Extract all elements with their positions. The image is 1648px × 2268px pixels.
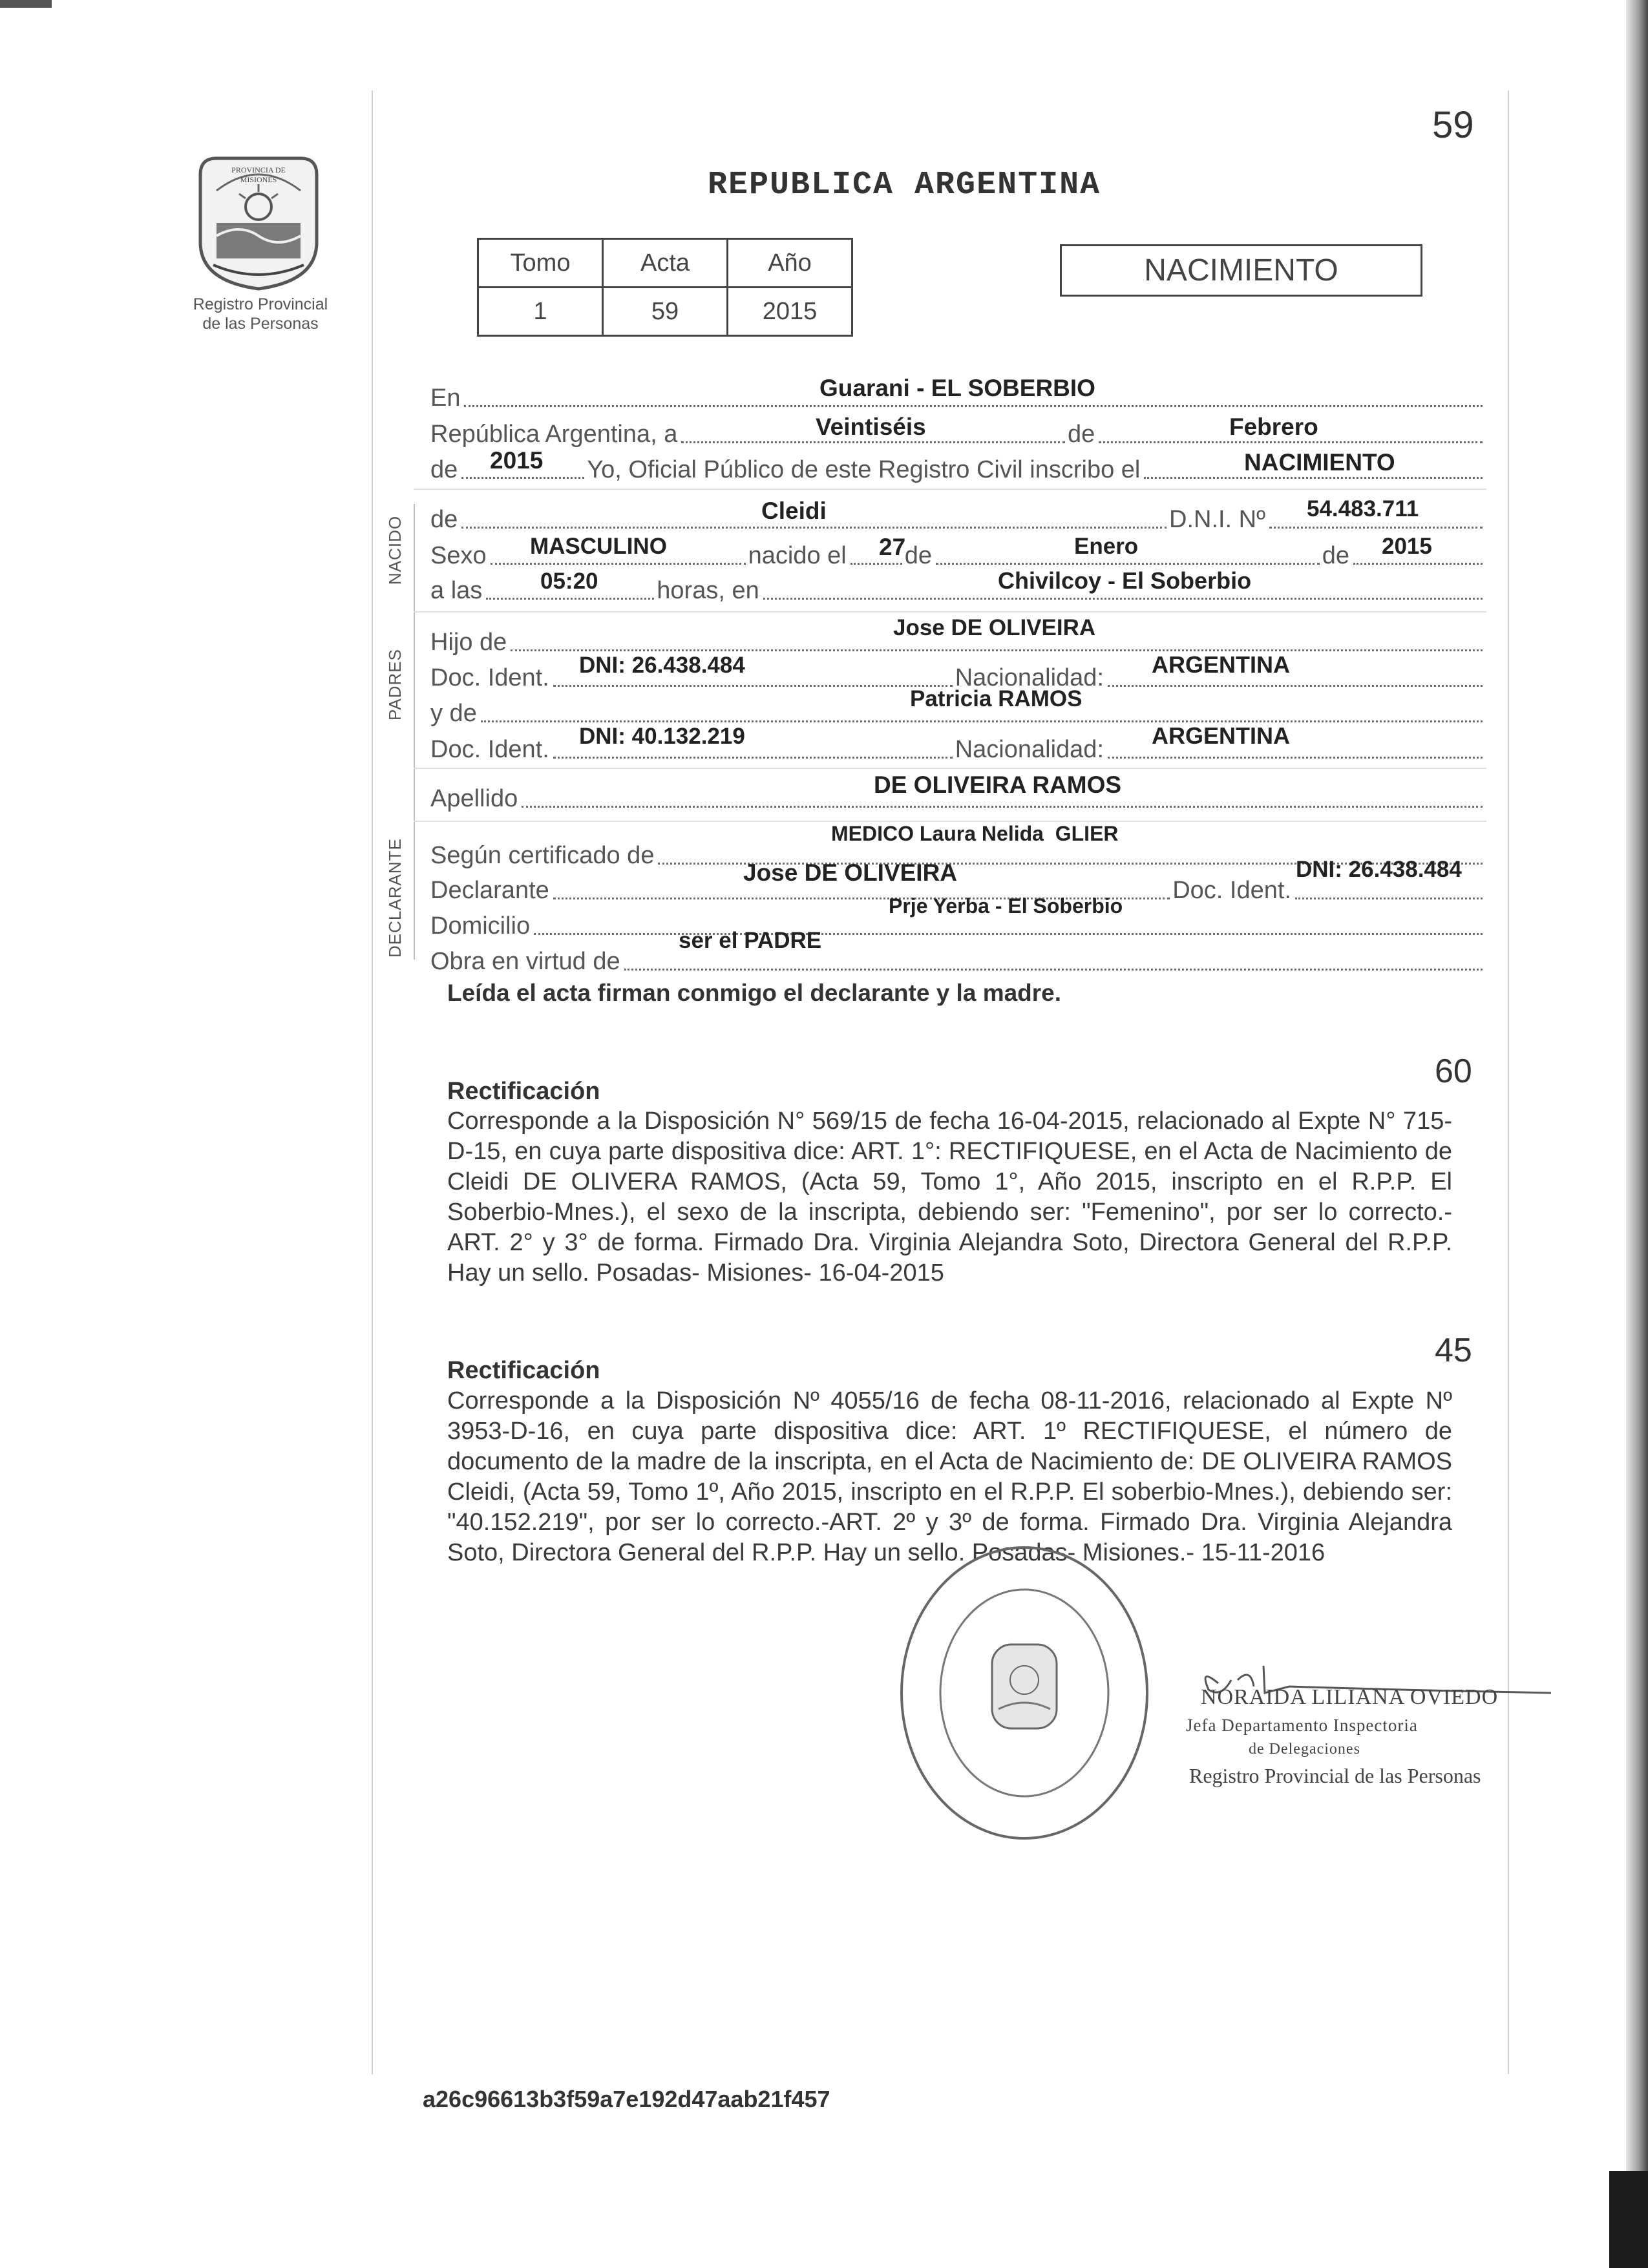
label-republica: República Argentina, a [430, 421, 678, 448]
divider-apellido-top [414, 768, 1486, 769]
signature-role: Jefa Departamento Inspectoria [1186, 1716, 1418, 1735]
label-segun: Según certificado de [430, 842, 655, 869]
divider-nacido-top [414, 488, 1486, 490]
dots [461, 527, 1167, 529]
scan-edge-bottom-right [1609, 2171, 1648, 2268]
value-padre-nac: ARGENTINA [1152, 651, 1290, 678]
acta-table [477, 238, 853, 337]
registry-caption [167, 295, 354, 333]
record-type-box: NACIMIENTO [1060, 244, 1422, 297]
value-anio-nac: 2015 [1382, 534, 1432, 559]
line-republica [430, 412, 1485, 448]
document-title: REPUBLICA ARGENTINA [708, 167, 1101, 204]
value-anio-acta: 2015 [490, 447, 544, 474]
value-declarante-doc: DNI: 26.438.484 [1296, 857, 1462, 882]
divider-padres-top [414, 611, 1486, 613]
label-apellido: Apellido [430, 785, 518, 812]
dots [486, 598, 654, 600]
label-declarante: Declarante [430, 877, 549, 904]
registry-logo-text: PROVINCIA DE MISIONES [231, 165, 286, 184]
signature-name: NORAIDA LILIANA OVIEDO [1201, 1685, 1499, 1709]
label-doc-ident: Doc. Ident. [430, 664, 549, 691]
dots [464, 405, 1483, 407]
dots [936, 563, 1320, 565]
closing-statement: Leída el acta firman conmigo el declarante y la madre. [447, 980, 1062, 1006]
dots [1269, 527, 1483, 529]
label-dni: D.N.I. Nº [1169, 506, 1265, 533]
acta-header-anio: Año [728, 239, 852, 288]
rectificacion-1-number: 60 [1435, 1053, 1472, 1090]
side-label-declarante: DECLARANTE [385, 838, 405, 958]
value-sexo: MASCULINO [530, 534, 667, 559]
dots [461, 477, 584, 479]
official-stamp [895, 1541, 1154, 1845]
value-padre: Jose DE OLIVEIRA [893, 615, 1096, 640]
dots [624, 969, 1483, 971]
label-horas-en: horas, en [657, 577, 759, 604]
value-lugar: Guarani - EL SOBERBIO [819, 375, 1095, 401]
dots [553, 757, 953, 759]
dots [511, 649, 1483, 651]
label-a-las: a las [430, 577, 483, 604]
dots [850, 563, 902, 565]
acta-value-tomo: 1 [478, 288, 603, 336]
acta-header-acta: Acta [603, 239, 728, 288]
value-madre: Patricia RAMOS [910, 686, 1083, 711]
dots [481, 720, 1483, 722]
value-mes-acta: Febrero [1229, 414, 1318, 440]
acta-header-tomo: Tomo [478, 239, 603, 288]
right-border-line [1508, 90, 1509, 2074]
label-de-mes: de [904, 542, 933, 569]
label-yo: Yo, Oficial Público de este Registro Civil inscribo el [587, 456, 1141, 483]
value-tipo-inscripcion: NACIMIENTO [1244, 449, 1395, 476]
value-hora: 05:20 [540, 569, 598, 594]
label-sexo: Sexo [430, 542, 487, 569]
dots [1108, 757, 1483, 759]
label-doc-ident-madre: Doc. Ident. [430, 736, 549, 763]
label-doc-ident-declarante: Doc. Ident. [1172, 877, 1291, 904]
value-madre-nac: ARGENTINA [1152, 722, 1290, 749]
rectificacion-2-text: Corresponde a la Disposición Nº 4055/16 de fecha 08-11-2016, relacionado al Expte Nº 3953-D-16, en cuya parte dispositiva dice: ART. 1º RECTIFIQUESE, el número de documento de la madre de la inscripta, en el Acta de Nacimiento de: DE OLIVEIRA RAMOS Cleidi, (Acta 59, Tomo 1º, Año 2015, inscripto en el R.P.P. El soberbio-Mnes.), debiendo ser: "40.152.219", por ser lo correcto.-ART. 2º y 3º de forma. Firmado Dra. Virginia Alejandra Soto, Directora General del R.P.P. Hay un sello. Posadas- Misiones.- 15-11-2016 [447, 1387, 1452, 1566]
value-lugar-nac: Chivilcoy - El Soberbio [998, 567, 1252, 594]
rectificacion-2-number: 45 [1435, 1332, 1472, 1369]
value-declarante: Jose DE OLIVEIRA [743, 859, 958, 886]
rectificacion-2-heading: Rectificación [447, 1357, 600, 1384]
side-label-nacido: NACIDO [385, 515, 405, 585]
dots [1144, 477, 1483, 479]
label-domicilio: Domicilio [430, 912, 531, 940]
registry-caption-line-2: de las Personas [202, 315, 319, 333]
page-number: 59 [1432, 104, 1474, 146]
dots [553, 685, 953, 687]
document-hash: a26c96613b3f59a7e192d47aab21f457 [423, 2086, 830, 2112]
label-obra: Obra en virtud de [430, 948, 620, 975]
label-de: de [1068, 421, 1095, 448]
dots [1353, 563, 1483, 565]
value-dni: 54.483.711 [1307, 496, 1419, 521]
value-padre-doc: DNI: 26.438.484 [579, 653, 745, 678]
scan-edge-top-left [0, 0, 52, 8]
dots [763, 598, 1483, 600]
value-apellido: DE OLIVEIRA RAMOS [874, 772, 1122, 798]
signature-dept: de Delegaciones [1249, 1741, 1360, 1758]
signature-org: Registro Provincial de las Personas [1189, 1764, 1481, 1787]
dots [534, 933, 1483, 935]
label-de-anio: de [430, 456, 458, 483]
label-y-de: y de [430, 700, 477, 727]
value-obra: ser el PADRE [679, 928, 822, 953]
left-border-line [372, 90, 373, 2074]
label-nacido-el: nacido el [748, 542, 847, 569]
value-mes-nac: Enero [1074, 534, 1139, 559]
value-domicilio: Prje Yerba - El Soberbio [889, 894, 1123, 918]
label-hijo-de: Hijo de [430, 629, 507, 656]
value-nombre: Cleidi [761, 498, 827, 524]
label-de-nombre: de [430, 506, 458, 533]
label-en: En [430, 384, 461, 412]
acta-value-anio: 2015 [728, 288, 852, 336]
section-divider-line [414, 504, 415, 960]
label-nacionalidad: Nacionalidad: [955, 664, 1104, 691]
acta-value-acta: 59 [603, 288, 728, 336]
scan-edge-right [1626, 0, 1648, 2268]
value-dia-nac: 27 [879, 534, 906, 560]
label-nacionalidad-madre: Nacionalidad: [955, 736, 1104, 763]
side-label-padres: PADRES [385, 649, 405, 720]
dots [1295, 898, 1483, 899]
dots [1099, 441, 1483, 443]
rectificacion-1-heading: Rectificación [447, 1078, 600, 1105]
label-de-anio-nac: de [1322, 542, 1349, 569]
value-certificado: MEDICO Laura Nelida GLIER [831, 822, 1119, 845]
dots [491, 563, 746, 565]
dots [522, 806, 1483, 808]
value-dia-acta: Veintiséis [816, 414, 926, 440]
dots [1108, 685, 1483, 687]
registry-caption-line-1: Registro Provincial [193, 295, 328, 313]
line-obra [430, 940, 1485, 976]
value-madre-doc: DNI: 40.132.219 [579, 724, 745, 749]
dots [681, 441, 1065, 443]
rectificacion-1-text: Corresponde a la Disposición N° 569/15 de fecha 16-04-2015, relacionado al Expte N° 715-D-15, en cuya parte dispositiva dice: ART. 1°: RECTIFIQUESE, en el Acta de Nacimiento de Cleidi DE OLIVERA RAMOS, (Acta 59, Tomo 1°, Año 2015, inscripto en el R.P.P. El Soberbio-Mnes.), el sexo de la inscripta, debiendo ser: "Femenino", por ser lo correcto.- ART. 2° y 3° de forma. Firmado Dra. Virginia Alejandra Soto, Directora General del R.P.P. Hay un sello. Posadas- Misiones- 16-04-2015 [447, 1108, 1452, 1286]
